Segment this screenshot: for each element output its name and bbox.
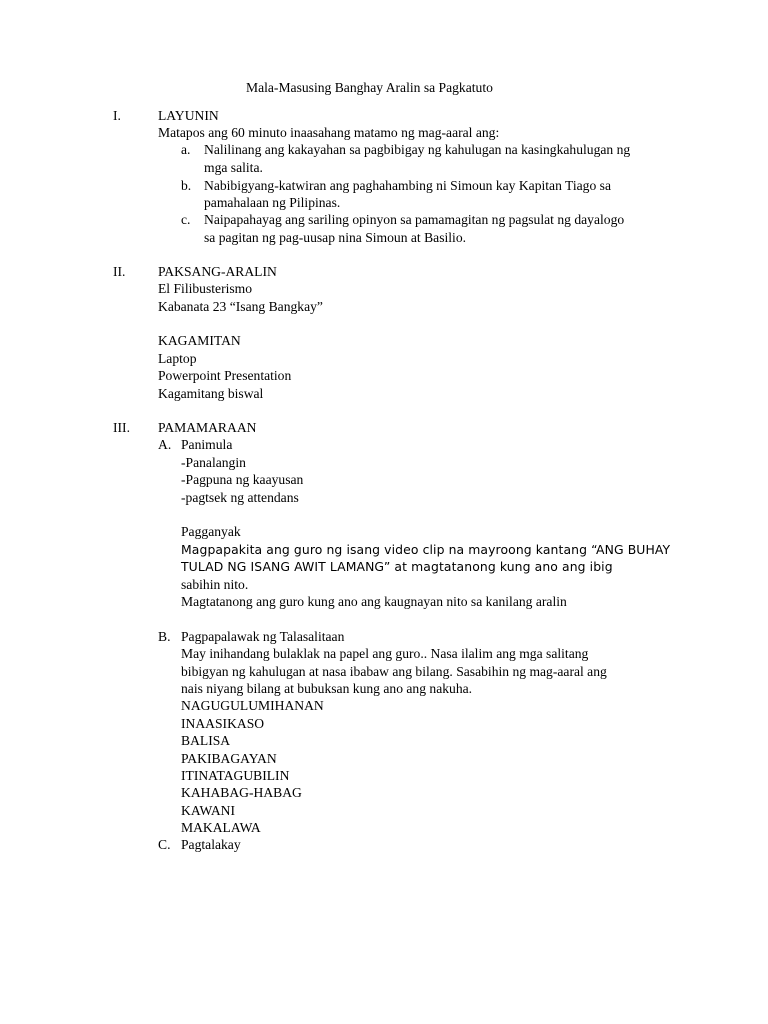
section-3-heading: PAMAMARAAN: [158, 420, 257, 435]
topic-line-2: Kabanata 23 “Isang Bangkay”: [158, 299, 323, 314]
section-1-numeral: I.: [113, 108, 121, 123]
vocabulary-line-2: bibigyan ng kahulugan at nasa ibabaw ang bilang. Sasabihin ng mag-aaral ang: [181, 664, 607, 679]
topic-line-1: El Filibusterismo: [158, 281, 253, 296]
objective-b-line-1: Nabibigyang-katwiran ang paghahambing ni Simoun kay Kapitan Tiago sa: [204, 178, 611, 193]
materials-heading: KAGAMITAN: [158, 333, 241, 348]
vocabulary-word: PAKIBAGAYAN: [181, 751, 277, 766]
material-item: Powerpoint Presentation: [158, 368, 292, 383]
intro-activity-item: -pagtsek ng attendans: [181, 490, 299, 505]
objective-b-marker: b.: [181, 178, 192, 193]
section-2-numeral: II.: [113, 264, 126, 279]
vocabulary-line-3: nais niyang bilang at bubuksan kung ano ang nakuha.: [181, 681, 473, 696]
objectives-intro: Matapos ang 60 minuto inaasahang matamo ng mag-aaral ang:: [158, 125, 500, 140]
vocabulary-word: INAASIKASO: [181, 716, 265, 731]
motivation-line-2: TULAD NG ISANG AWIT LAMANG” at magtatanong kung ano ang ibig: [181, 559, 613, 574]
part-c-heading: Pagtalakay: [181, 837, 241, 852]
material-item: Kagamitang biswal: [158, 386, 264, 401]
section-1-heading: LAYUNIN: [158, 108, 219, 123]
objective-b-line-2: pamahalaan ng Pilipinas.: [204, 195, 341, 210]
vocabulary-line-1: May inihandang bulaklak na papel ang guro.. Nasa ilalim ang mga salitang: [181, 646, 589, 661]
vocabulary-word: MAKALAWA: [181, 820, 261, 835]
intro-activity-item: -Pagpuna ng kaayusan: [181, 472, 304, 487]
document-title: Mala-Masusing Banghay Aralin sa Pagkatuto: [246, 80, 493, 95]
section-3-numeral: III.: [113, 420, 130, 435]
vocabulary-word: KAWANI: [181, 803, 236, 818]
part-a-heading: Panimula: [181, 437, 233, 452]
vocabulary-word: KAHABAG-HABAG: [181, 785, 302, 800]
intro-activity-item: -Panalangin: [181, 455, 246, 470]
part-c-marker: C.: [158, 837, 171, 852]
motivation-line-3: sabihin nito.: [181, 577, 249, 592]
objective-a-line-2: mga salita.: [204, 160, 263, 175]
motivation-line-4: Magtatanong ang guro kung ano ang kaugnayan nito sa kanilang aralin: [181, 594, 567, 609]
objective-c-marker: c.: [181, 212, 191, 227]
objective-c-line-1: Naipapahayag ang sariling opinyon sa pamamagitan ng pagsulat ng dayalogo: [204, 212, 625, 227]
vocabulary-word: BALISA: [181, 733, 231, 748]
part-a-marker: A.: [158, 437, 172, 452]
material-item: Laptop: [158, 351, 197, 366]
vocabulary-word: NAGUGULUMIHANAN: [181, 698, 324, 713]
vocabulary-word: ITINATAGUBILIN: [181, 768, 290, 783]
motivation-heading: Pagganyak: [181, 524, 241, 539]
objective-a-marker: a.: [181, 142, 191, 157]
part-b-heading: Pagpapalawak ng Talasalitaan: [181, 629, 345, 644]
section-2-heading: PAKSANG-ARALIN: [158, 264, 277, 279]
part-b-marker: B.: [158, 629, 171, 644]
objective-c-line-2: sa pagitan ng pag-uusap nina Simoun at Basilio.: [204, 230, 467, 245]
objective-a-line-1: Nalilinang ang kakayahan sa pagbibigay ng kahulugan na kasingkahulugan ng: [204, 142, 631, 157]
motivation-line-1: Magpapakita ang guro ng isang video clip na mayroong kantang “ANG BUHAY: [181, 542, 671, 557]
